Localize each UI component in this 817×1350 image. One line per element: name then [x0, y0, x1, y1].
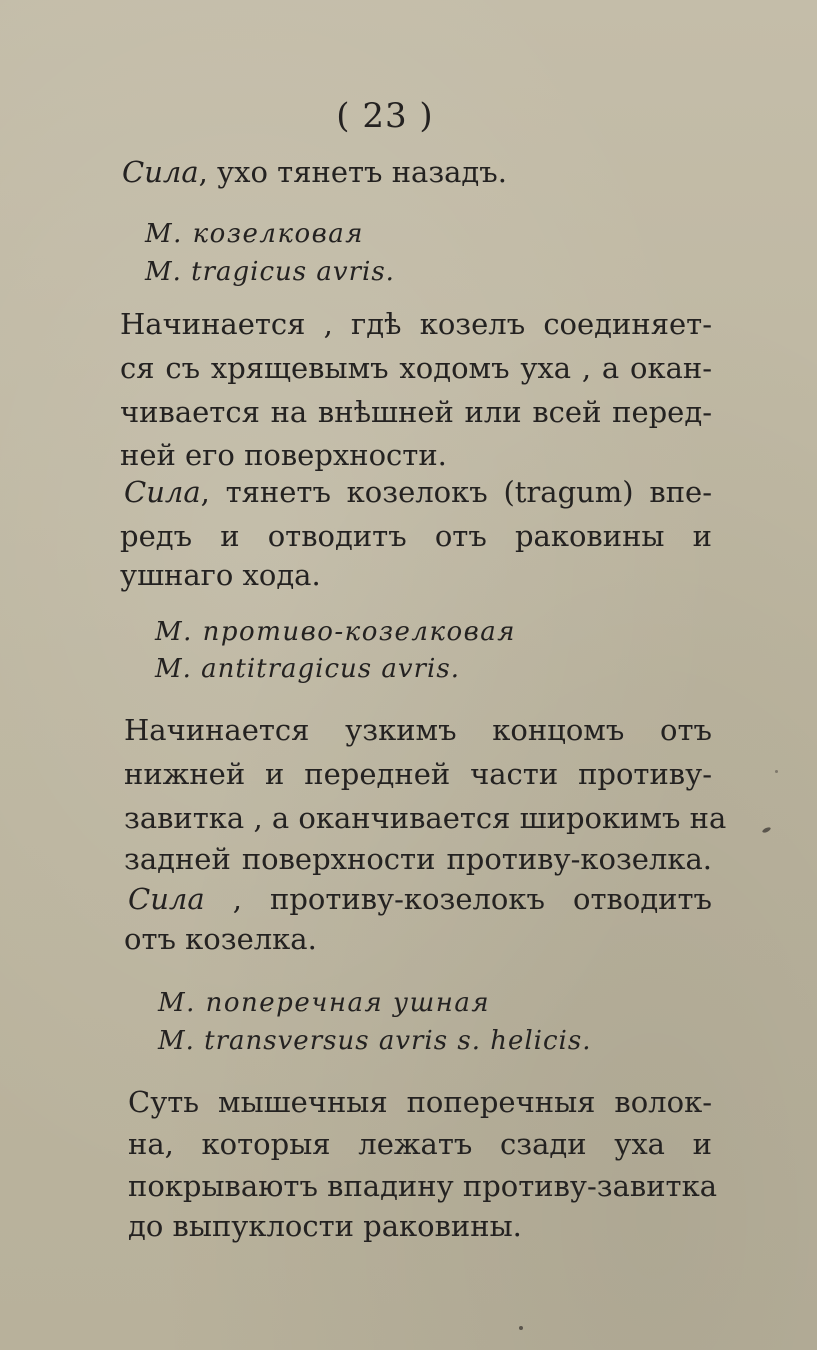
force-line-1: [122, 152, 507, 192]
paragraph-line: Начинается , гдѣ козелъ соединяет-: [120, 307, 712, 341]
paragraph-line: нижней и передней части противу-: [124, 757, 712, 791]
paragraph-line: чивается на внѣшней или всей перед-: [120, 395, 712, 429]
paper-speck: [762, 826, 772, 833]
muscle-heading-latin: М. tragicus avris.: [145, 257, 395, 287]
paragraph-line: на, которыя лежатъ сзади уха и: [128, 1127, 712, 1161]
paper-speck: [775, 770, 778, 773]
force-text: , ухо тянетъ назадъ.: [198, 155, 507, 189]
paragraph-line: ней его поверхности.: [120, 438, 447, 472]
paragraph-line: ушнаго хода.: [120, 558, 321, 592]
paragraph-line: редъ и отводитъ отъ раковины и: [120, 519, 712, 553]
muscle-heading-latin: М. transversus avris s. helicis.: [158, 1026, 592, 1056]
paragraph-line: до выпуклости раковины.: [128, 1209, 522, 1243]
force-term: Сила: [128, 882, 205, 916]
muscle-heading-ru: М. поперечная ушная: [158, 988, 491, 1018]
page-number: ( 23 ): [336, 96, 434, 136]
muscle-heading-latin: М. antitragicus avris.: [155, 654, 460, 684]
paragraph-line: покрываютъ впадину противу-завитка: [128, 1169, 718, 1203]
paragraph-line: задней поверхности противу-козелка.: [124, 842, 712, 876]
muscle-heading-ru: М. противо-козелковая: [155, 617, 516, 647]
paragraph-line: отъ козелка.: [124, 922, 317, 956]
paragraph-line: ся съ хрящевымъ ходомъ уха , а окан-: [120, 351, 712, 385]
force-line-2: Сила, тянетъ козелокъ (tragum) впе-: [124, 475, 712, 509]
paragraph-line: Начинается узкимъ концомъ отъ: [124, 713, 712, 747]
paragraph-line: завитка , а оканчивается широкимъ на: [124, 801, 727, 835]
force-term: Сила: [124, 475, 201, 509]
force-term: Сила: [122, 155, 199, 189]
force-line-3: Сила , противу-козелокъ отводитъ: [128, 882, 712, 916]
paper-speck: [519, 1326, 523, 1330]
muscle-heading-ru: М. козелковая: [145, 219, 364, 249]
paragraph-line: Суть мышечныя поперечныя волок-: [128, 1085, 712, 1119]
